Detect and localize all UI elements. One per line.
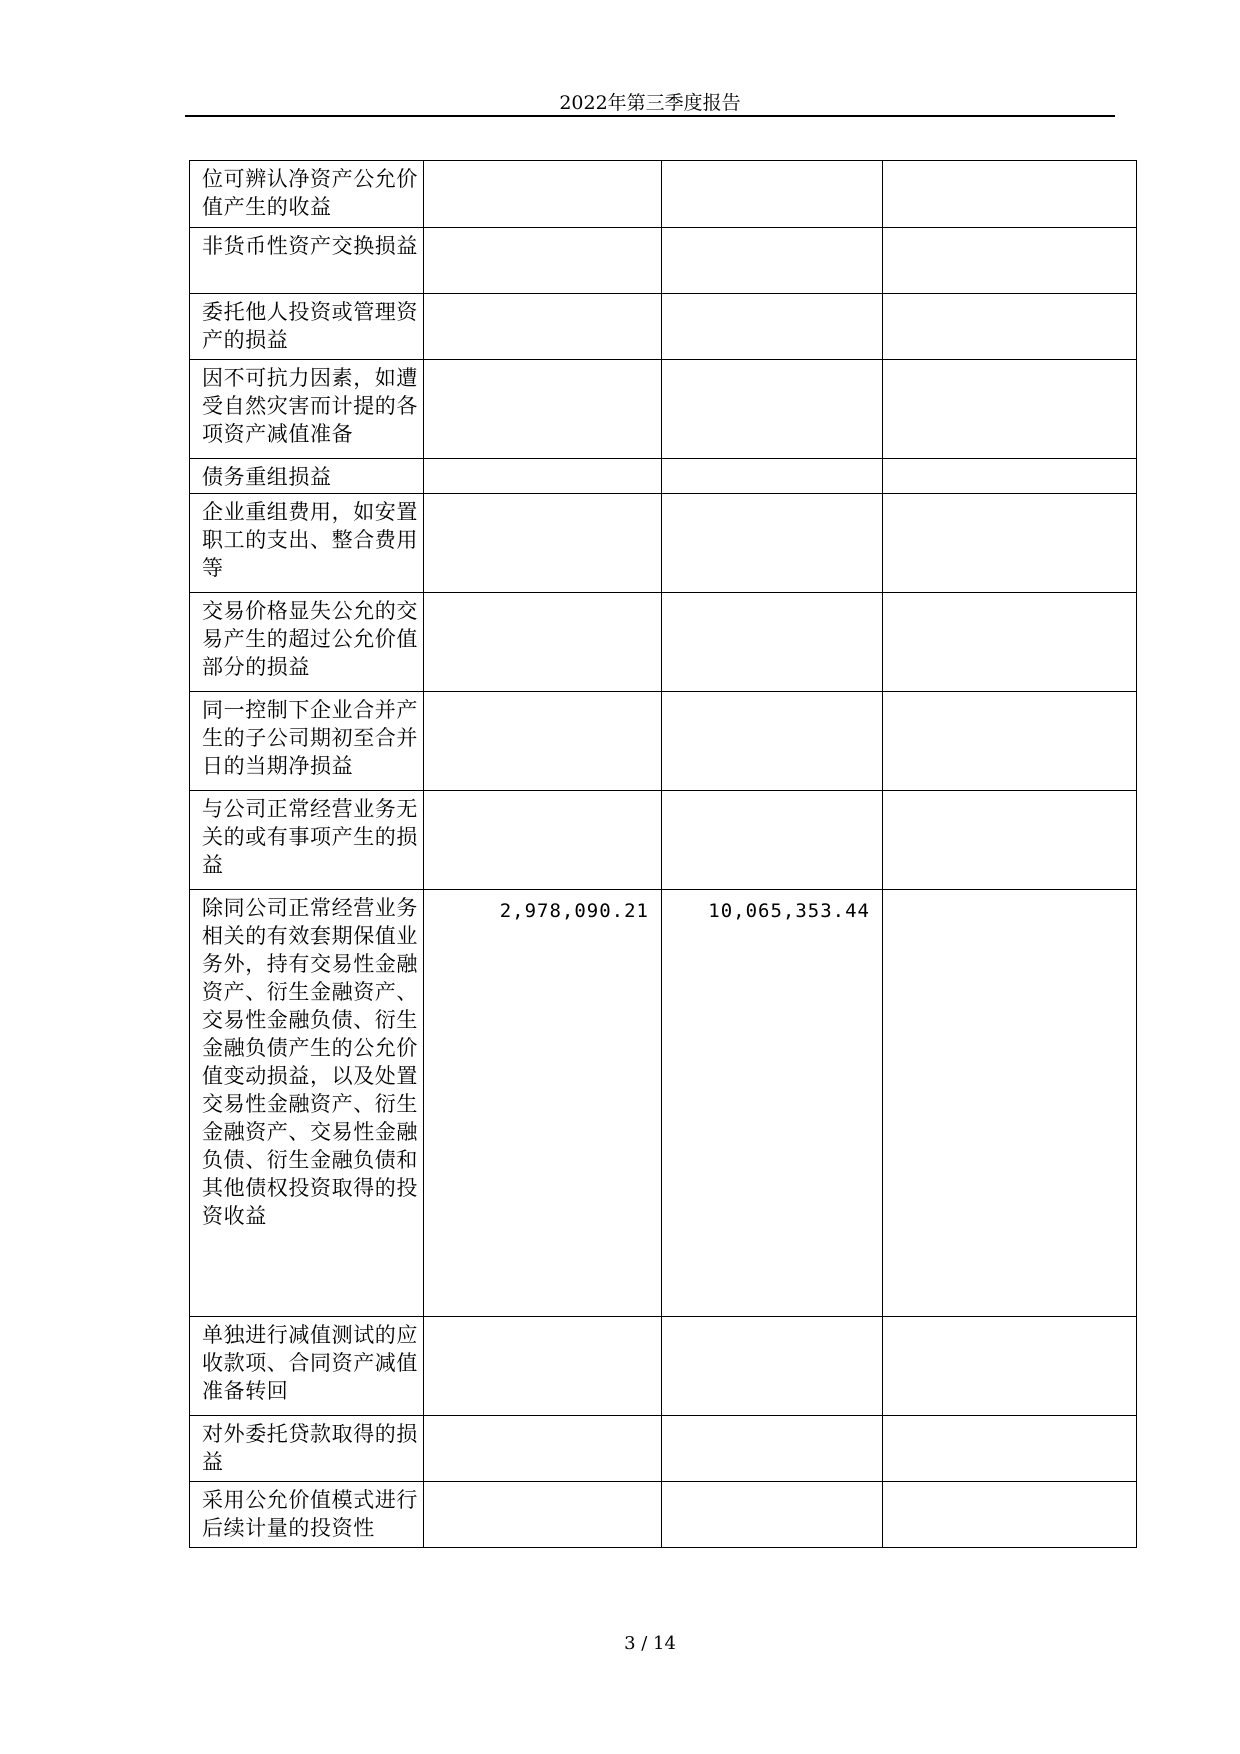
row-label: 非货币性资产交换损益 [190, 228, 424, 294]
note-cell [883, 692, 1137, 791]
year-to-date-cell [662, 459, 883, 494]
row-label: 交易价格显失公允的交易产生的超过公允价值部分的损益 [190, 593, 424, 692]
current-period-cell: 2,978,090.21 [424, 890, 662, 1317]
table-row [190, 459, 1137, 494]
year-to-date-cell [662, 294, 883, 360]
row-label: 对外委托贷款取得的损益 [190, 1416, 424, 1482]
current-period-cell [424, 360, 662, 459]
table-row [190, 1482, 1137, 1548]
year-to-date-cell [662, 494, 883, 593]
row-label: 采用公允价值模式进行后续计量的投资性 [190, 1482, 424, 1548]
note-cell [883, 890, 1137, 1317]
row-label: 因不可抗力因素，如遭受自然灾害而计提的各项资产减值准备 [190, 360, 424, 459]
year-to-date-cell [662, 360, 883, 459]
table-row [190, 890, 1137, 1317]
table-row [190, 692, 1137, 791]
table-row [190, 494, 1137, 593]
table-row [190, 1317, 1137, 1416]
non-recurring-items-table [189, 160, 1137, 1548]
year-to-date-cell [662, 228, 883, 294]
note-cell [883, 1482, 1137, 1548]
current-period-cell [424, 692, 662, 791]
note-cell [883, 228, 1137, 294]
row-label: 单独进行减值测试的应收款项、合同资产减值准备转回 [190, 1317, 424, 1416]
note-cell [883, 494, 1137, 593]
year-to-date-cell [662, 1482, 883, 1548]
row-label: 除同公司正常经营业务相关的有效套期保值业务外，持有交易性金融资产、衍生金融资产、交易性金融负债、衍生金融负债产生的公允价值变动损益，以及处置交易性金融资产、衍生金融资产、交易性金融负债、衍生金融负债和其他债权投资取得的投资收益 [190, 890, 424, 1317]
row-label: 企业重组费用，如安置职工的支出、整合费用等 [190, 494, 424, 593]
note-cell [883, 1416, 1137, 1482]
current-period-cell [424, 1416, 662, 1482]
table-row [190, 593, 1137, 692]
row-label: 位可辨认净资产公允价值产生的收益 [190, 161, 424, 228]
table-row [190, 294, 1137, 360]
year-to-date-cell [662, 692, 883, 791]
year-to-date-cell [662, 593, 883, 692]
current-period-cell [424, 593, 662, 692]
page-number: 3 / 14 [624, 1633, 676, 1654]
year-to-date-cell [662, 161, 883, 228]
current-period-cell [424, 161, 662, 228]
year-to-date-cell [662, 1317, 883, 1416]
note-cell [883, 161, 1137, 228]
table-row [190, 360, 1137, 459]
row-label: 委托他人投资或管理资产的损益 [190, 294, 424, 360]
row-label: 同一控制下企业合并产生的子公司期初至合并日的当期净损益 [190, 692, 424, 791]
table-row [190, 161, 1137, 228]
note-cell [883, 459, 1137, 494]
page-header: 2022年第三季度报告 [559, 92, 741, 114]
note-cell [883, 294, 1137, 360]
year-to-date-cell [662, 1416, 883, 1482]
header-rule [185, 115, 1115, 117]
table-row [190, 228, 1137, 294]
row-label: 债务重组损益 [190, 459, 424, 494]
current-period-cell [424, 791, 662, 890]
current-period-cell [424, 228, 662, 294]
note-cell [883, 791, 1137, 890]
current-period-cell [424, 294, 662, 360]
note-cell [883, 360, 1137, 459]
note-cell [883, 593, 1137, 692]
table-row [190, 791, 1137, 890]
table-row [190, 1416, 1137, 1482]
year-to-date-cell [662, 791, 883, 890]
row-label: 与公司正常经营业务无关的或有事项产生的损益 [190, 791, 424, 890]
current-period-cell [424, 494, 662, 593]
current-period-cell [424, 1482, 662, 1548]
year-to-date-cell: 10,065,353.44 [662, 890, 883, 1317]
note-cell [883, 1317, 1137, 1416]
current-period-cell [424, 459, 662, 494]
current-period-cell [424, 1317, 662, 1416]
